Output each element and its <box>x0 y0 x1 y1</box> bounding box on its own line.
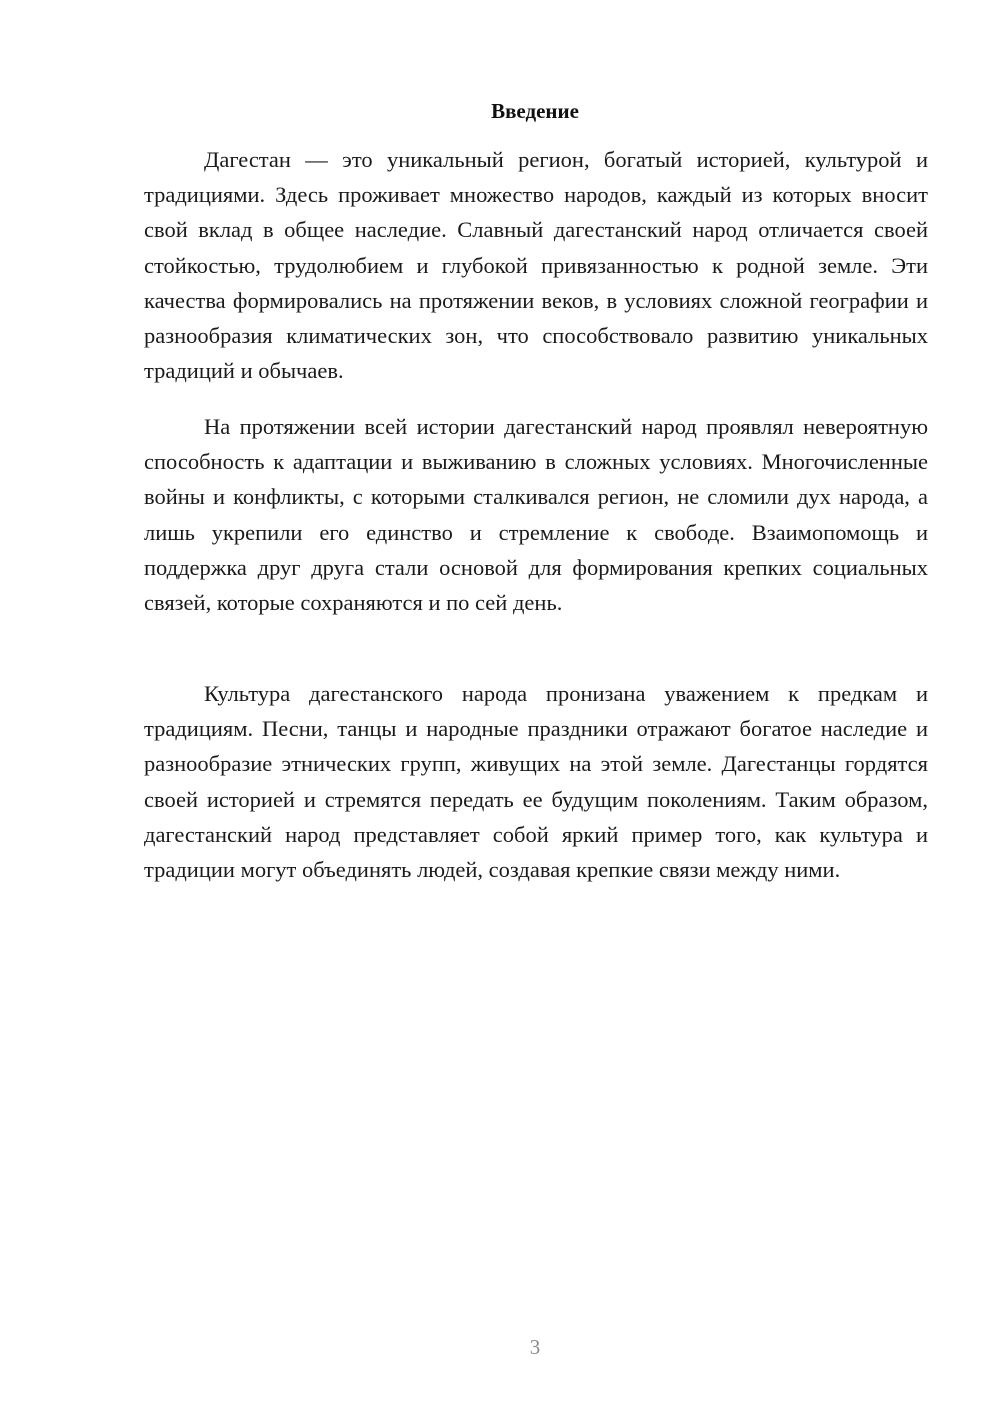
page-title: Введение <box>491 99 579 123</box>
paragraph-2: На протяжении всей истории дагестанский народ проявлял невероятную способность к адаптации и выживанию в сложных условиях. Многочисленные войны и конфликты, с которыми сталкивался регион, не сломили дух народа, а лишь укрепили его единство и стремление к свободе. Взаимопомощь и поддержка друг друга стали основой для формирования крепких социальных связей, которые сохраняются и по сей день. <box>144 414 928 616</box>
paragraph-3: Культура дагестанского народа пронизана уважением к предкам и традициям. Песни, танцы и народные праздники отражают богатое наследие и разнообразие этнических групп, живущих на этой земле. Дагестанцы гордятся своей историей и стремятся передать ее будущим поколениям. Таким образом, дагестанский народ представляет собой яркий пример того, как культура и традиции могут объединять людей, создавая крепкие связи между ними. <box>144 681 928 883</box>
paragraph-1: Дагестан — это уникальный регион, богатый историей, культурой и традициями. Здесь проживает множество народов, каждый из которых вносит свой вклад в общее наследие. Славный дагестанский народ отличается своей стойкостью, трудолюбием и глубокой привязанностью к родной земле. Эти качества формировались на протяжении веков, в условиях сложной географии и разнообразия климатических зон, что способствовало развитию уникальных традиций и обычаев. <box>144 147 928 384</box>
page-number: 3 <box>529 1335 541 1359</box>
